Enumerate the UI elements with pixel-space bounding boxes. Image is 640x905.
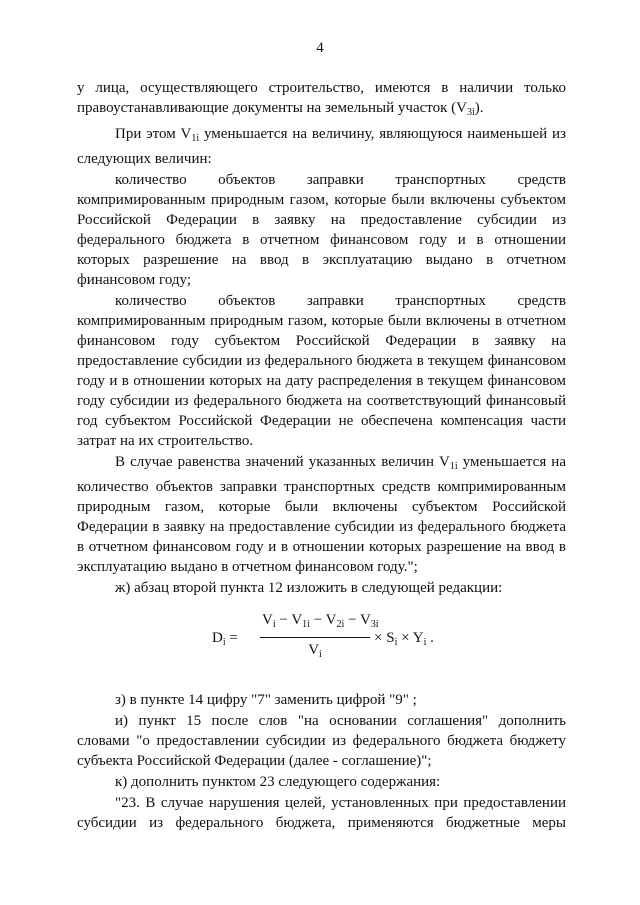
formula-rhs xyxy=(374,628,434,653)
paragraph-6: ж) абзац второй пункта 12 изложить в следующей редакции: xyxy=(115,580,503,596)
formula-d: D xyxy=(212,630,223,646)
paragraph-7: з) в пункте 14 цифру "7" заменить цифрой "9" ; xyxy=(115,692,417,708)
formula-minus-v3: − V xyxy=(344,612,371,628)
paragraph-2-text-b: уменьшается на величину, являющуюся наименьшей из следующих величин: xyxy=(77,126,566,167)
subscript: 3i xyxy=(370,619,379,630)
subscript: i xyxy=(319,649,322,660)
subscript: i xyxy=(423,637,427,648)
formula-times-y: × Y xyxy=(397,630,424,646)
formula-minus-v2: − V xyxy=(309,612,337,628)
formula-numerator xyxy=(260,610,379,638)
subscript: 1i xyxy=(449,461,458,472)
paragraph-4: количество объектов заправки транспортных средств компримированным природным газом, которые были включены в отчетном финансовом году субъектом Российской Федерации в заявку на предоставление субсидии из федерального бюджета в текущем финансовом году и в отношении которых на дату распределения в текущем финансовом году субсидии из федерального бюджета на соответствующий финансовый год субъектом Российской Федерации не обеспечена компенсация части затрат на их строительство. xyxy=(77,293,566,449)
formula xyxy=(77,610,566,672)
subscript: i xyxy=(394,637,398,648)
paragraph-1-text: у лица, осуществляющего строительство, имеются в наличии только правоустанавливающие документы на земельный участок (V xyxy=(77,80,566,116)
formula-v-den: V xyxy=(308,642,320,658)
paragraph-5-text-a: В случае равенства значений указанных величин V xyxy=(115,454,450,470)
paragraph-5 xyxy=(77,452,566,577)
paragraph-2 xyxy=(77,124,566,169)
formula-times-s: × S xyxy=(374,630,395,646)
subscript: i xyxy=(272,619,276,630)
paragraph-10: "23. В случае нарушения целей, установленных при предоставлении субсидии из федерального бюджета, применяются бюджетные меры xyxy=(77,795,566,831)
formula-end: . xyxy=(426,630,434,646)
paragraph-9: к) дополнить пунктом 23 следующего содержания: xyxy=(115,774,441,790)
paragraph-3: количество объектов заправки транспортных средств компримированным природным газом, которые были включены субъектом Российской Федерации в заявку на предоставление субсидии из федерального бюджета в отчетном финансовом году и в отношении которых разрешение на ввод в эксплуатацию выдано в отчетном финансовом году; xyxy=(77,172,566,288)
paragraph-5-text-b: уменьшается на количество объектов заправки транспортных средств компримированным природным газом, которые были включены субъектом Российской Федерации в заявку на предоставление субсидии из федерального бюджета в отчетном финансовом году и в отношении которых разрешение на ввод в эксплуатацию выдано в отчетном финансовом году."; xyxy=(77,454,566,575)
subscript: i xyxy=(222,637,226,648)
subscript: 1i xyxy=(191,133,200,144)
paragraph-2-text-a: При этом V xyxy=(115,126,192,142)
page-number: 4 xyxy=(316,40,324,56)
formula-lhs xyxy=(212,628,238,653)
formula-fraction xyxy=(260,610,379,665)
formula-v: V xyxy=(262,612,273,628)
formula-equals: = xyxy=(225,630,238,646)
subscript: 1i xyxy=(302,619,310,630)
paragraph-1-end: ). xyxy=(474,100,484,116)
paragraph-1 xyxy=(77,78,566,123)
formula-denominator xyxy=(260,638,370,665)
paragraph-8: и) пункт 15 после слов "на основании соглашения" дополнить словами "о предоставлении субсидии из федерального бюджета бюджету субъекта Российской Федерации (далее - соглашение)"; xyxy=(77,713,566,769)
document-body xyxy=(77,78,566,834)
subscript: 3i xyxy=(467,107,475,118)
subscript: 2i xyxy=(336,619,345,630)
formula-minus-v1: − V xyxy=(275,612,303,628)
